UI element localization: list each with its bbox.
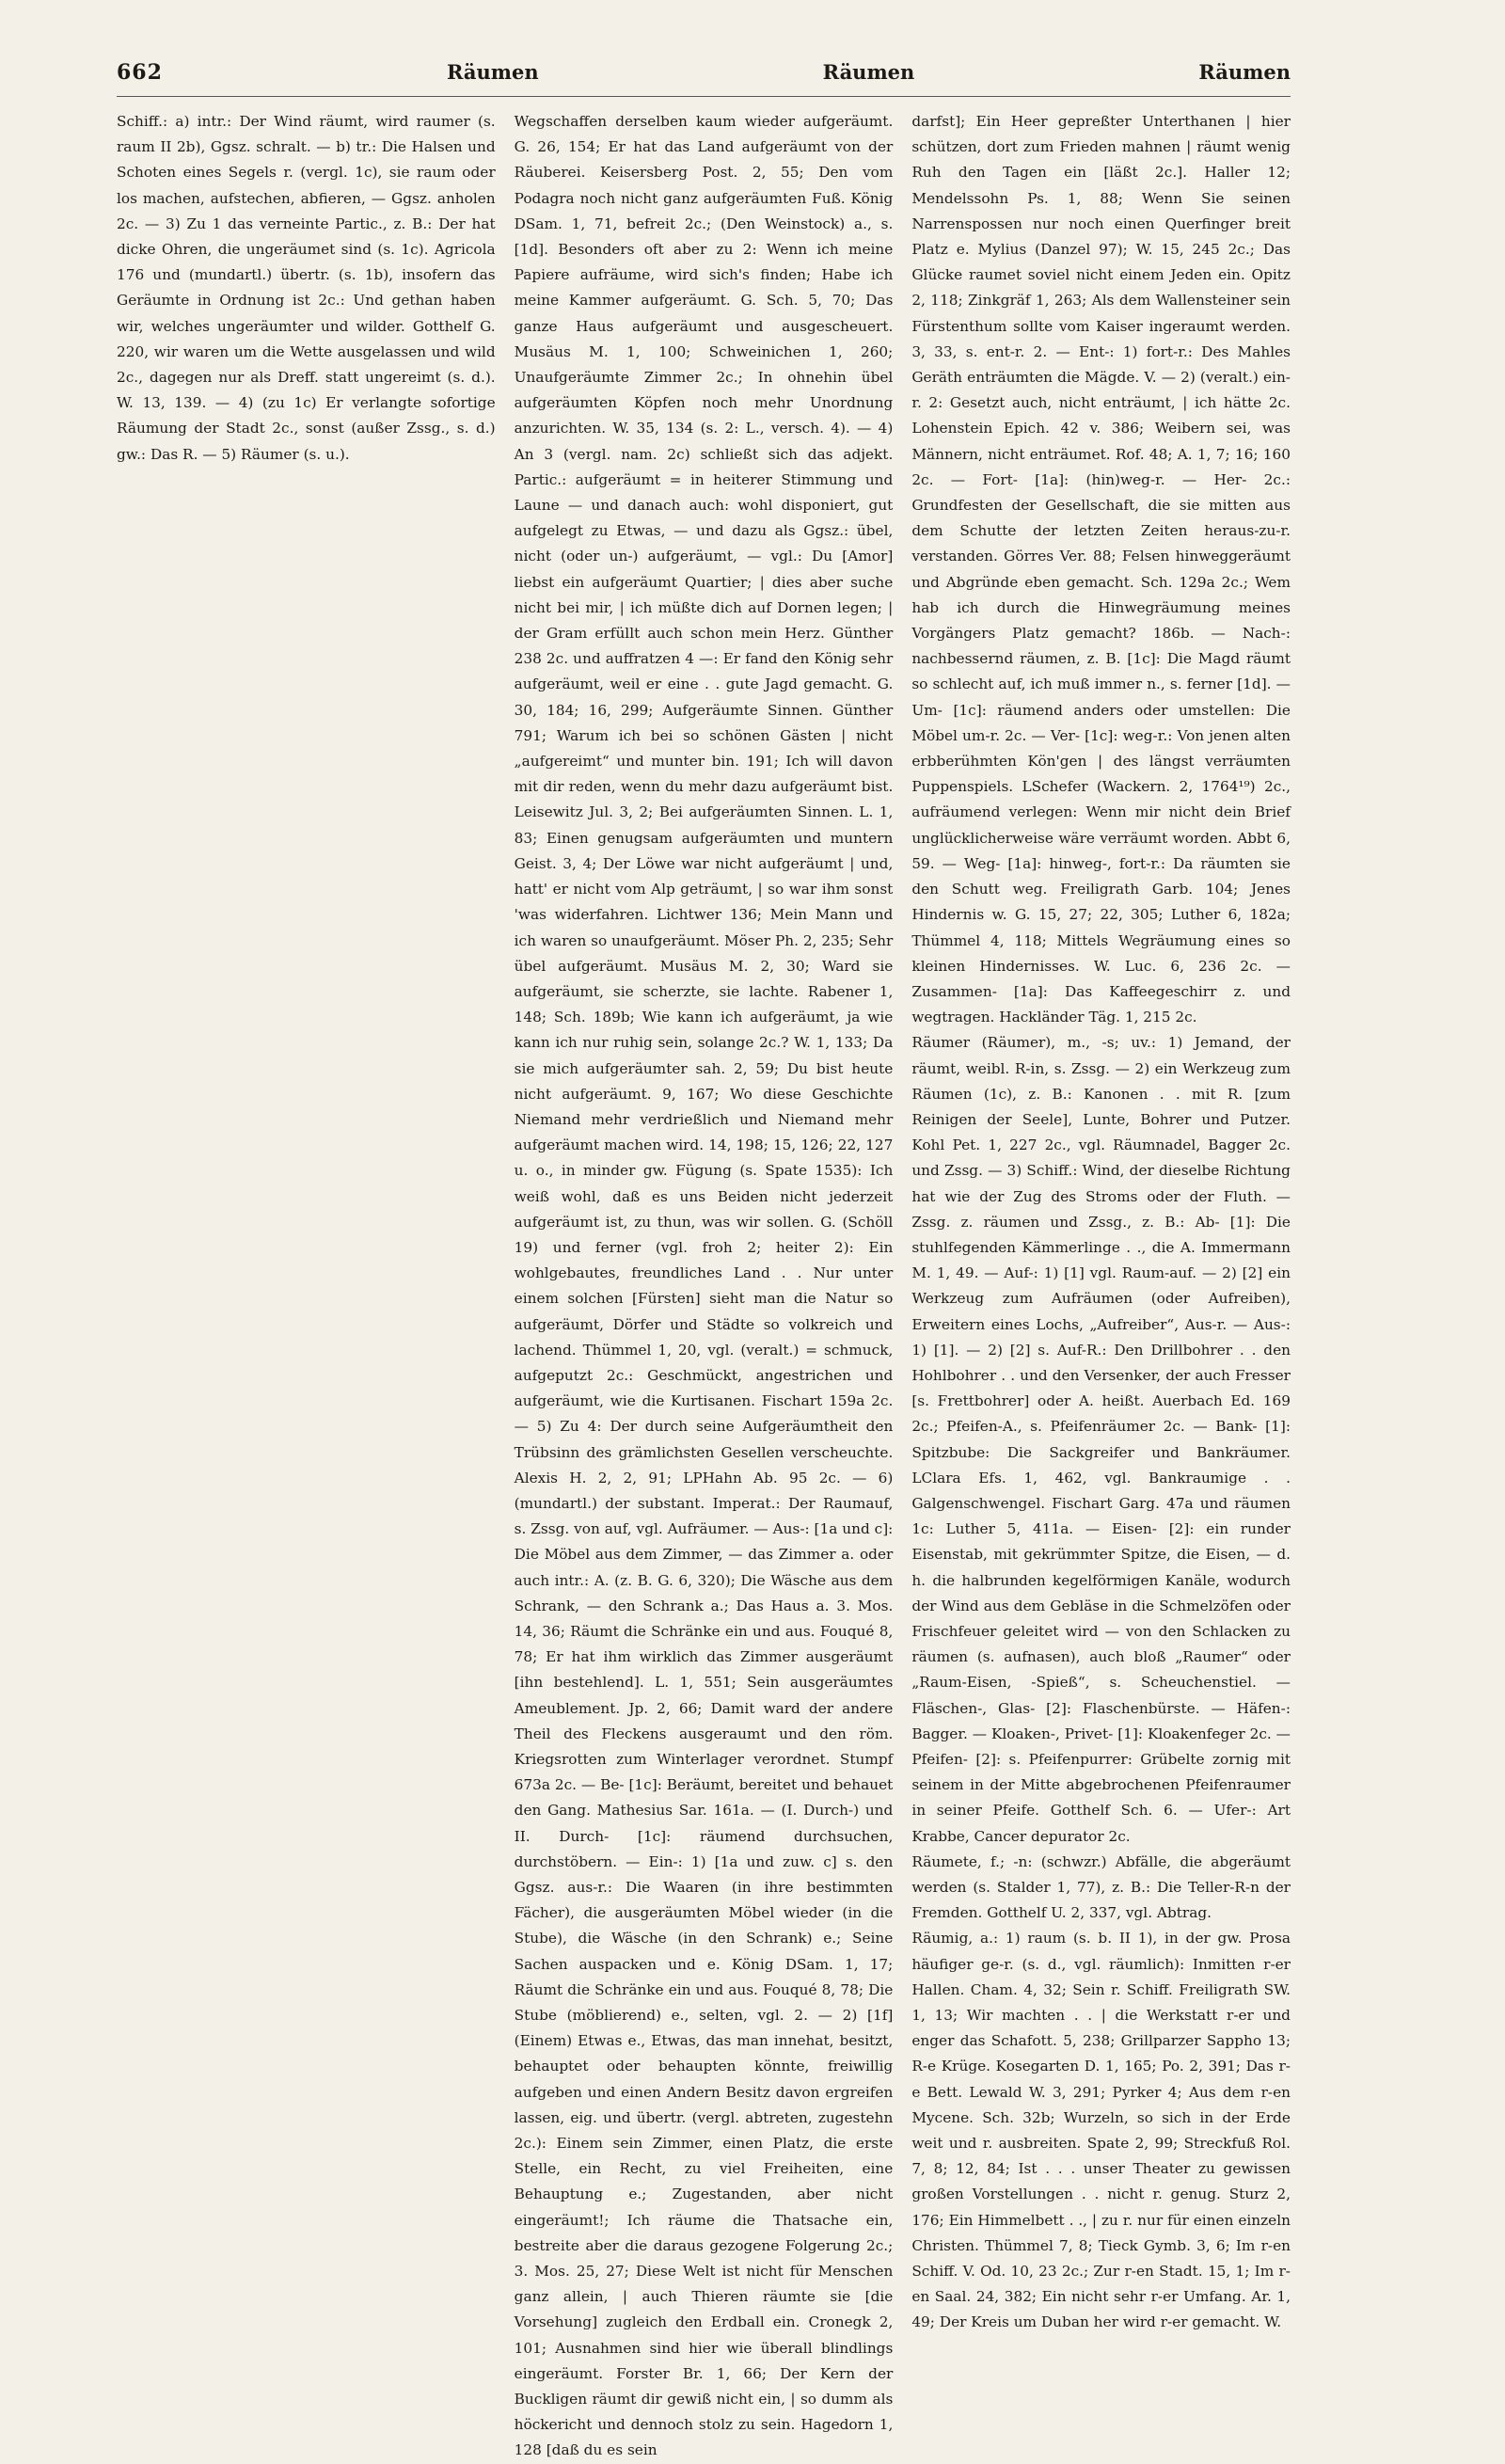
page-number: 662 [117, 60, 163, 85]
entry-paragraph: Schiff.: a) intr.: Der Wind räumt, wird raumer (s. raum II 2b), Ggsz. schralt. — b) tr.: Die Halsen und Schoten eines Segels r. (vergl. 1c), sie raum oder los machen, aufstechen, abfieren, — Ggsz. anholen 2c. — 3) Zu 1 das verneinte Partic., z. B.: Der hat dicke Ohren, die ungeräumet sind (s. 1c). Agricola 176 und (mundartl.) übertr. (s. 1b), insofern das Geräumte in Ordnung ist 2c.: Und gethan haben wir, welches ungeräumter und wilder. Gotthelf G. 220, wir waren um die Wette ausgelassen und wild 2c., dagegen nur als Dreff. statt ungereimt (s. d.). W. 13, 139. — 4) (zu 1c) Er verlangte sofortige Räumung der Stadt 2c., sonst (außer Zssg., s. d.) gw.: Das R. — 5) Räumer (s. u.). [117, 113, 496, 463]
column-1 [117, 109, 496, 1878]
running-head-left: Räumen [446, 60, 539, 84]
entry-paragraph: darfst]; Ein Heer gepreßter Unterthanen | hier schützen, dort zum Frieden mahnen | räumt wenig Ruh den Tagen ein [läßt 2c.]. Haller 12; Mendelssohn Ps. 1, 88; Wenn Sie seinen Narrenspossen nur noch einen Querfinger breit Platz e. Mylius (Danzel 97); W. 15, 245 2c.; Das Glücke raumet soviel nicht einem Jeden ein. Opitz 2, 118; Zinkgräf 1, 263; Als dem Wallensteiner sein Fürstenthum sollte vom Kaiser ingeraumt werden. 3, 33, s. ent-r. 2. — Ent-: 1) fort-r.: Des Mahles Geräth enträumten die Mägde. V. — 2) (veralt.) ein-r. 2: Gesetzt auch, nicht enträumt, | ich hätte 2c. Lohenstein Epich. 42 v. 386; Weibern sei, was Männern, nicht enträumet. Rof. 48; A. 1, 7; 16; 160 2c. — Fort- [1a]: (hin)weg-r. — Her- 2c.: Grundfesten der Gesellschaft, die sie mitten aus dem Schutte der letzten Zeiten heraus-zu-r. verstanden. Görres Ver. 88; Felsen hinweggeräumt und Abgründe eben gemacht. Sch. 129a 2c.; Wem hab ich durch die Hinwegräumung meines Vorgängers Platz gemacht? 186b. — Nach-: nachbessernd räumen, z. B. [1c]: Die Magd räumt so schlecht auf, ich muß immer n., s. ferner [1d]. — Um- [1c]: räumend anders oder umstellen: Die Möbel um-r. 2c. — Ver- [1c]: weg-r.: Von jenen alten erbberühmten Kön'gen | des längst verräumten Puppenspiels. LSchefer (Wackern. 2, 1764¹⁹) 2c., aufräumend verlegen: Wenn mir nicht dein Brief unglücklicherweise wäre verräumt worden. Abbt 6, 59. — Weg- [1a]: hinweg-, fort-r.: Da räumten sie den Schutt weg. Freiligrath Garb. 104; Jenes Hindernis w. G. 15, 27; 22, 305; Luther 6, 182a; Thümmel 4, 118; Mittels Wegräumung eines so kleinen Hindernisses. W. Luc. 6, 236 2c. — Zusammen- [1a]: Das Kaffeegeschirr z. und wegtragen. Hackländer Täg. 1, 215 2c. [911, 113, 1291, 1026]
entry-raeumig: Räumig, a.: 1) raum (s. b. II 1), in der gw. Prosa häufiger ge-r. (s. d., vgl. räumlich): Inmitten r-er Hallen. Cham. 4, 32; Sein r. Schiff. Freiligrath SW. 1, 13; Wir machten . . | die Werkstatt r-er und enger das Schafott. 5, 238; Grillparzer Sappho 13; R-e Krüge. Kosegarten D. 1, 165; Po. 2, 391; Das r-e Bett. Lewald W. 3, 291; Pyrker 4; Aus dem r-en Mycene. Sch. 32b; Wurzeln, so sich in der Erde weit und r. ausbreiten. Spate 2, 99; Streckfuß Rol. 7, 8; 12, 84; Ist . . . unser Theater zu gewissen großen Vorstellungen . . nicht r. genug. Sturz 2, 176; Ein Himmelbett . ., | zu r. nur für einen einzeln Christen. Thümmel 7, 8; Tieck Gymb. 3, 6; Im r-en Schiff. V. Od. 10, 23 2c.; Zur r-en Stadt. 15, 1; Im r-en Saal. 24, 382; Ein nicht sehr r-er Umfang. Ar. 1, 49; Der Kreis um Duban her wird r-er gemacht. W. [911, 1930, 1291, 2331]
page-header [117, 60, 1291, 92]
text-columns [117, 109, 1291, 2459]
entry-paragraph: Wegschaffen derselben kaum wieder aufgeräumt. G. 26, 154; Er hat das Land aufgeräumt von der Räuberei. Keisersberg Post. 2, 55; Den vom Podagra noch nicht ganz aufgeräumten Fuß. König DSam. 1, 71, befreit 2c.; (Den Weinstock) a., s. [1d]. Besonders oft aber zu 2: Wenn ich meine Papiere aufräume, wird sich's finden; Habe ich meine Kammer aufgeräumt. G. Sch. 5, 70; Das ganze Haus aufgeräumt und ausgescheuert. Musäus M. 1, 100; Schweinichen 1, 260; Unaufgeräumte Zimmer 2c.; In ohnehin übel aufgeräumten Köpfen noch mehr Unordnung anzurichten. W. 35, 134 (s. 2: L., versch. 4). — 4) An 3 (vergl. nam. 2c) schließt sich das adjekt. Partic.: aufgeräumt = in heiterer Stimmung und Laune — und danach auch: wohl disponiert, gut aufgelegt zu Etwas, — und dazu als Ggsz.: übel, nicht (oder un-) aufgeräumt, — vgl.: Du [Amor] liebst ein aufgeräumt Quartier; | dies aber suche nicht bei mir, | ich müßte dich auf Dornen legen; | der Gram erfüllt auch schon mein Herz. Günther 238 2c. und auffratzen 4 —: Er fand den König sehr aufgeräumt, weil er eine . . gute Jagd gemacht. G. 30, 184; 16, 299; Aufgeräumte Sinnen. Günther 791; Warum ich bei so schönen Gästen | nicht „aufgereimt“ und munter bin. 191; Ich will davon mit dir reden, wenn du mehr dazu aufgeräumt bist. Leisewitz Jul. 3, 2; Bei aufgeräumten Sinnen. L. 1, 83; Einen genugsam aufgeräumten und muntern Geist. 3, 4; Der Löwe war nicht aufgeräumt | und, hatt' er nicht vom Alp geträumt, | so war ihm sonst 'was widerfahren. Lichtwer 136; Mein Mann und ich waren so unaufgeräumt. Möser Ph. 2, 235; Sehr übel aufgeräumt. Musäus M. 2, 30; Ward sie aufgeräumt, sie scherzte, sie lachte. Rabener 1, 148; Sch. 189b; Wie kann ich aufgeräumt, ja wie kann ich nur ruhig sein, solange 2c.? W. 1, 133; Da sie mich aufgeräumter sah. 2, 59; Du bist heute nicht aufgeräumt. 9, 167; Wo diese Geschichte Niemand mehr verdrießlich und Niemand mehr aufgeräumt machen wird. 14, 198; 15, 126; 22, 127 u. o., in minder gw. Fügung (s. Spate 1535): Ich weiß wohl, daß es uns Beiden nicht jederzeit aufgeräumt ist, zu thun, was wir sollen. G. (Schöll 19) und ferner (vgl. froh 2; heiter 2): Ein wohlgebautes, freundliches Land . . Nur unter einem solchen [Fürsten] sieht man die Natur so aufgeräumt, Dörfer und Städte so volkreich und lachend. Thümmel 1, 20, vgl. (veralt.) = schmuck, aufgeputzt 2c.: Geschmückt, angestrichen und aufgeräumt, wie die Kurtisanen. Fischart 159a 2c. — 5) Zu 4: Der durch seine Aufgeräumtheit den Trübsinn des grämlichsten Gesellen verscheuchte. Alexis H. 2, 2, 91; LPHahn Ab. 95 2c. — 6) (mundartl.) der substant. Imperat.: Der Raumauf, s. Zssg. von auf, vgl. Aufräumer. — Aus-: [1a und c]: Die Möbel aus dem Zimmer, — das Zimmer a. oder auch intr.: A. (z. B. G. 6, 320); Die Wäsche aus dem Schrank, — den Schrank a.; Das Haus a. 3. Mos. 14, 36; Räumt die Schränke ein und aus. Fouqué 8, 78; Er hat ihm wirklich das Zimmer ausgeräumt [ihn bestehlend]. L. 1, 551; Sein ausgeräumtes Ameublement. Jp. 2, 66; Damit ward der andere Theil des Fleckens ausgeraumt und den röm. Kriegsrotten zum Winterlager verordnet. Stumpf 673a 2c. — Be- [1c]: Beräumt, bereitet und behauet den Gang. Mathesius Sar. 161a. — (I. Durch-) und II. Durch- [1c]: räumend durchsuchen, durchstöbern. — Ein-: 1) [1a und zuw. c] s. den Ggsz. aus-r.: Die Waaren (in ihre bestimmten Fächer), die ausgeräumten Möbel wieder (in die Stube), die Wäsche (in den Schrank) e.; Seine Sachen auspacken und e. König DSam. 1, 17; Räumt die Schränke ein und aus. Fouqué 8, 78; Die Stube (möblierend) e., selten, vgl. 2. — 2) [1f] (Einem) Etwas e., Etwas, das man innehat, besitzt, behauptet oder behaupten könnte, freiwillig aufgeben und einen Andern Besitz davon ergreifen lassen, eig. und übertr. (vergl. abtreten, zugestehn 2c.): Einem sein Zimmer, einen Platz, die erste Stelle, ein Recht, zu viel Freiheiten, eine Behauptung e.; Zugestanden, aber nicht eingeräumt!; Ich räume die Thatsache ein, bestreite aber die daraus gezogene Folgerung 2c.; 3. Mos. 25, 27; Diese Welt ist nicht für Menschen ganz allein, | auch Thieren räumte sie [die Vorsehung] zugleich den Erdball ein. Cronegk 2, 101; Ausnahmen sind hier wie überall blindlings eingeräumt. Forster Br. 1, 66; Der Kern der Buckligen räumt dir gewiß nicht ein, | so dumm als höckericht und dennoch stolz zu sein. Hagedorn 1, 128 [daß du es sein [514, 113, 894, 2459]
running-head-right: Räumen [1198, 60, 1291, 84]
running-head-center: Räumen [822, 60, 915, 84]
column-3 [911, 109, 1291, 2331]
entry-raeumete: Räumete, f.; -n: (schwzr.) Abfälle, die abgeräumt werden (s. Stalder 1, 77), z. B.: Die Teller-R-n der Fremden. Gotthelf U. 2, 337, vgl. Abtrag. [911, 1852, 1291, 1922]
entry-raeumer: Räumer (Räumer), m., -s; uv.: 1) Jemand, der räumt, weibl. R-in, s. Zssg. — 2) ein Werkzeug zum Räumen (1c), z. B.: Kanonen . . mit R. [zum Reinigen der Seele], Lunte, Bohrer und Putzer. Kohl Pet. 1, 227 2c., vgl. Räumnadel, Bagger 2c. und Zssg. — 3) Schiff.: Wind, der dieselbe Richtung hat wie der Zug des Stroms oder der Fluth. — Zssg. z. räumen und Zssg., z. B.: Ab- [1]: Die stuhlfegenden Kämmerlinge . ., die A. Immermann M. 1, 49. — Auf-: 1) [1] vgl. Raum-auf. — 2) [2] ein Werkzeug zum Aufräumen (oder Aufreiben), Erweitern eines Lochs, „Aufreiber“, Aus-r. — Aus-: 1) [1]. — 2) [2] s. Auf-R.: Den Drillbohrer . . den Hohlbohrer . . und den Versenker, der auch Fresser [s. Frettbohrer] oder A. heißt. Auerbach Ed. 169 2c.; Pfeifen-A., s. Pfeifenräumer 2c. — Bank- [1]: Spitzbube: Die Sackgreifer und Bankräumer. LClara Efs. 1, 462, vgl. Bankraumige . . Galgenschwengel. Fischart Garg. 47a und räumen 1c: Luther 5, 411a. — Eisen- [2]: ein runder Eisenstab, mit gekrümmter Spitze, die Eisen, — d. h. die halbrunden kegelförmigen Kanäle, wodurch der Wind aus dem Gebläse in die Schmelzöfen oder Frischfeuer geleitet wird — von den Schlacken zu räumen (s. aufnasen), auch bloß „Raumer“ oder „Raum-Eisen, -Spieß“, s. Scheuchenstiel. — Fläschen-, Glas- [2]: Flaschenbürste. — Häfen-: Bagger. — Kloaken-, Privet- [1]: Kloakenfeger 2c. — Pfeifen- [2]: s. Pfeifenpurrer: Grübelte zornig mit seinem in der Mitte abgebrochenen Pfeifenraumer in seiner Pfeife. Gotthelf Sch. 6. — Ufer-: Art Krabbe, Cancer depurator 2c. [911, 1034, 1291, 1845]
header-rule [117, 96, 1291, 97]
column-2 [514, 109, 894, 2459]
